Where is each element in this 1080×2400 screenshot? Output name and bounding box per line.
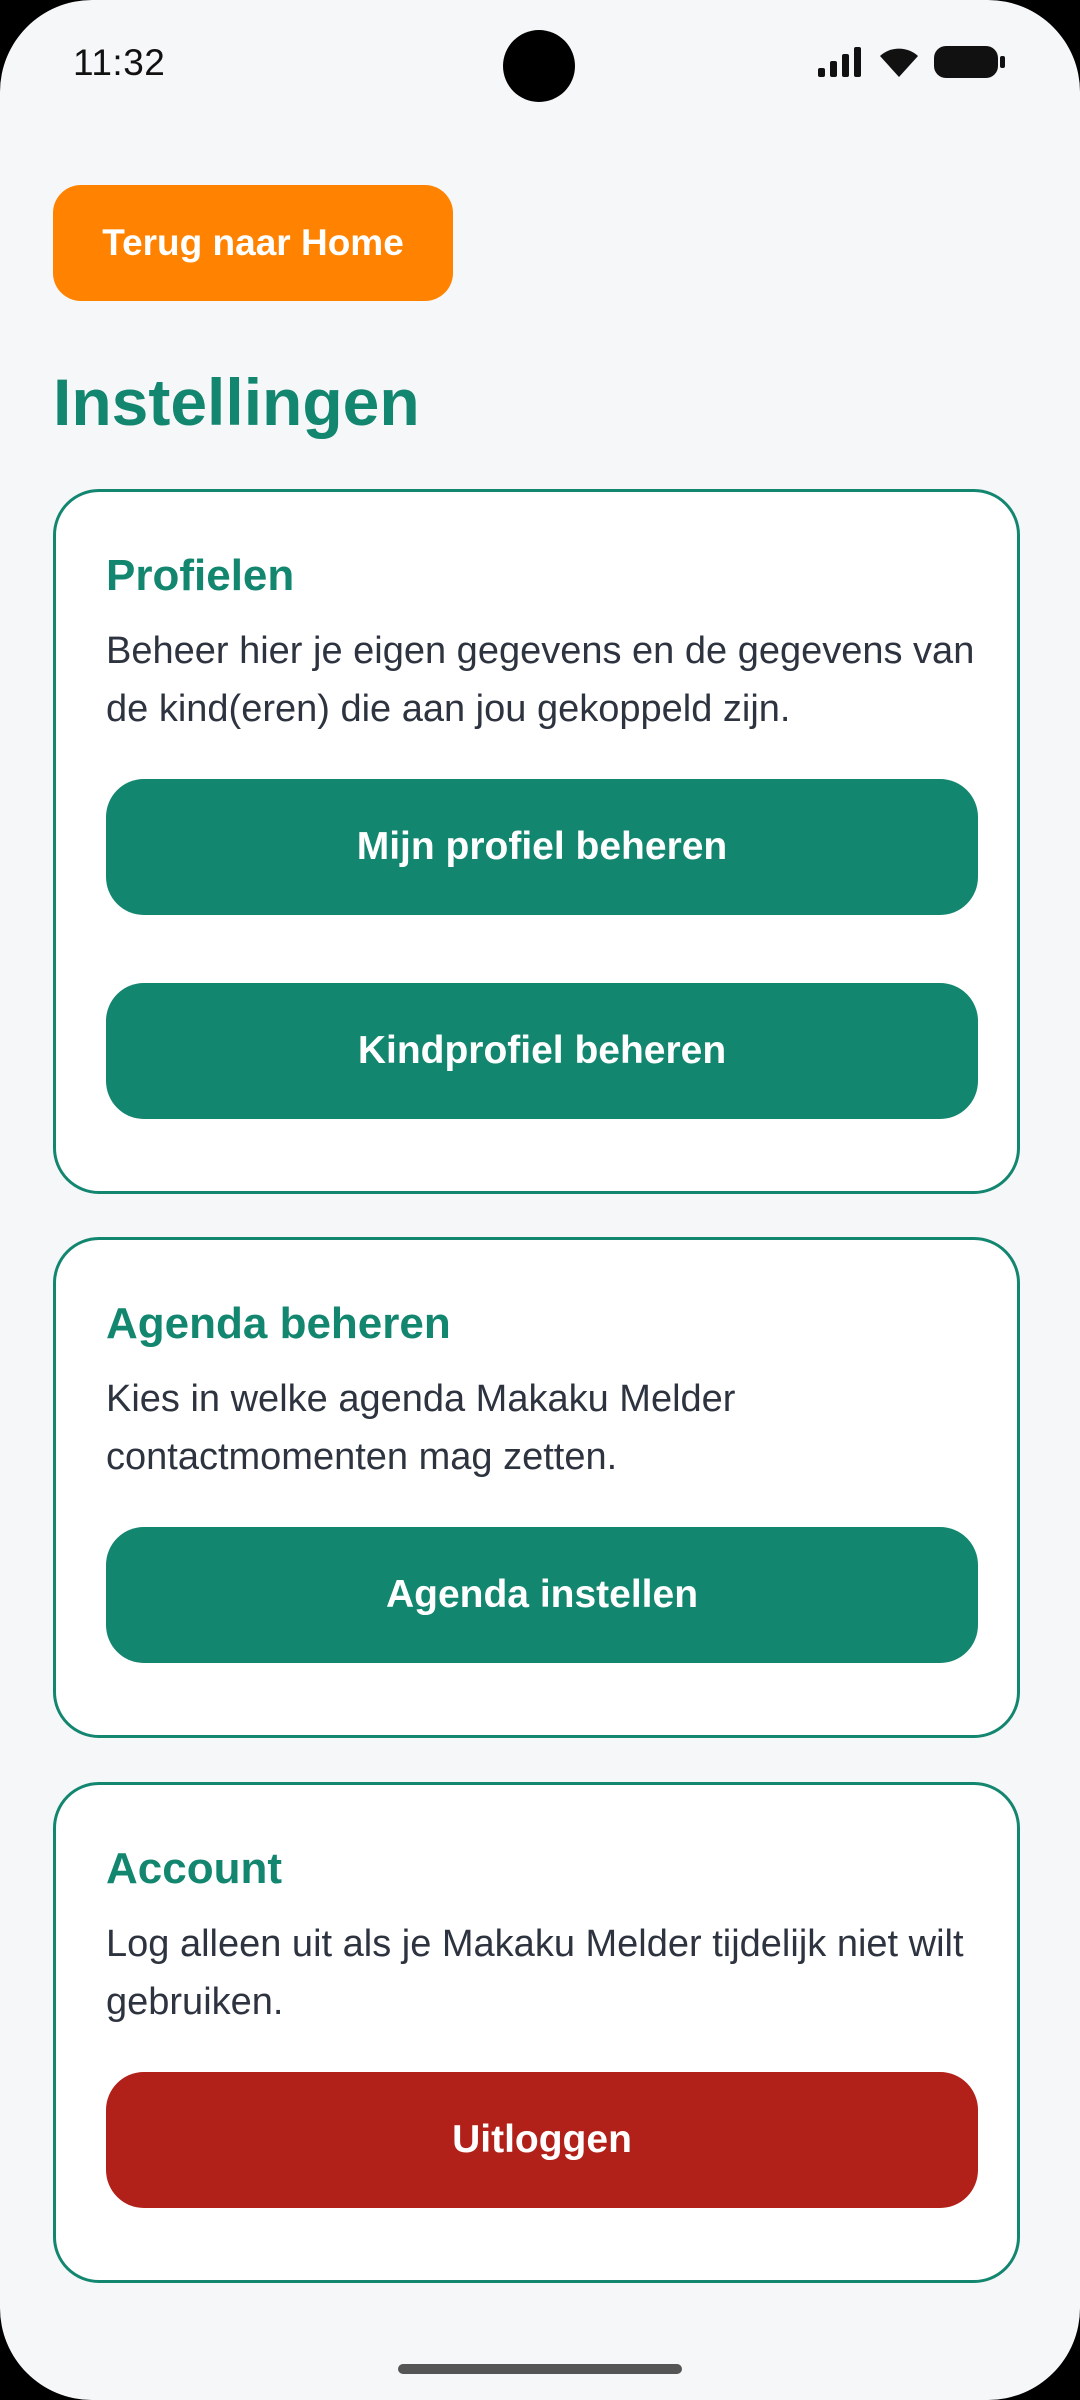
profiles-description: Beheer hier je eigen gegevens en de gegevens van de kind(eren) die aan jou gekoppeld zijn. [106, 630, 975, 730]
agenda-settings-button[interactable]: Agenda instellen [106, 1527, 978, 1663]
manage-my-profile-button[interactable]: Mijn profiel beheren [106, 779, 978, 915]
logout-button[interactable]: Uitloggen [106, 2072, 978, 2208]
wifi-icon [878, 46, 920, 78]
account-description: Log alleen uit als je Makaku Melder tijdelijk niet wilt gebruiken. [106, 1923, 964, 2023]
manage-child-profile-button[interactable]: Kindprofiel beheren [106, 983, 978, 1119]
battery-icon [934, 46, 1006, 78]
account-title: Account [106, 1844, 282, 1893]
home-indicator[interactable] [398, 2364, 682, 2374]
agenda-card [53, 1237, 1020, 1738]
profiles-title: Profielen [106, 551, 295, 600]
signal-icon [818, 47, 864, 77]
account-card [53, 1782, 1020, 2283]
profiles-card [53, 489, 1020, 1194]
back-to-home-button[interactable]: Terug naar Home [53, 185, 453, 301]
agenda-description: Kies in welke agenda Makaku Melder contactmomenten mag zetten. [106, 1378, 736, 1478]
status-icons [818, 46, 1006, 78]
status-time: 11:32 [73, 42, 166, 83]
agenda-title: Agenda beheren [106, 1299, 451, 1348]
status-bar [0, 0, 1080, 130]
front-camera [503, 30, 575, 102]
page-title: Instellingen [53, 365, 420, 439]
